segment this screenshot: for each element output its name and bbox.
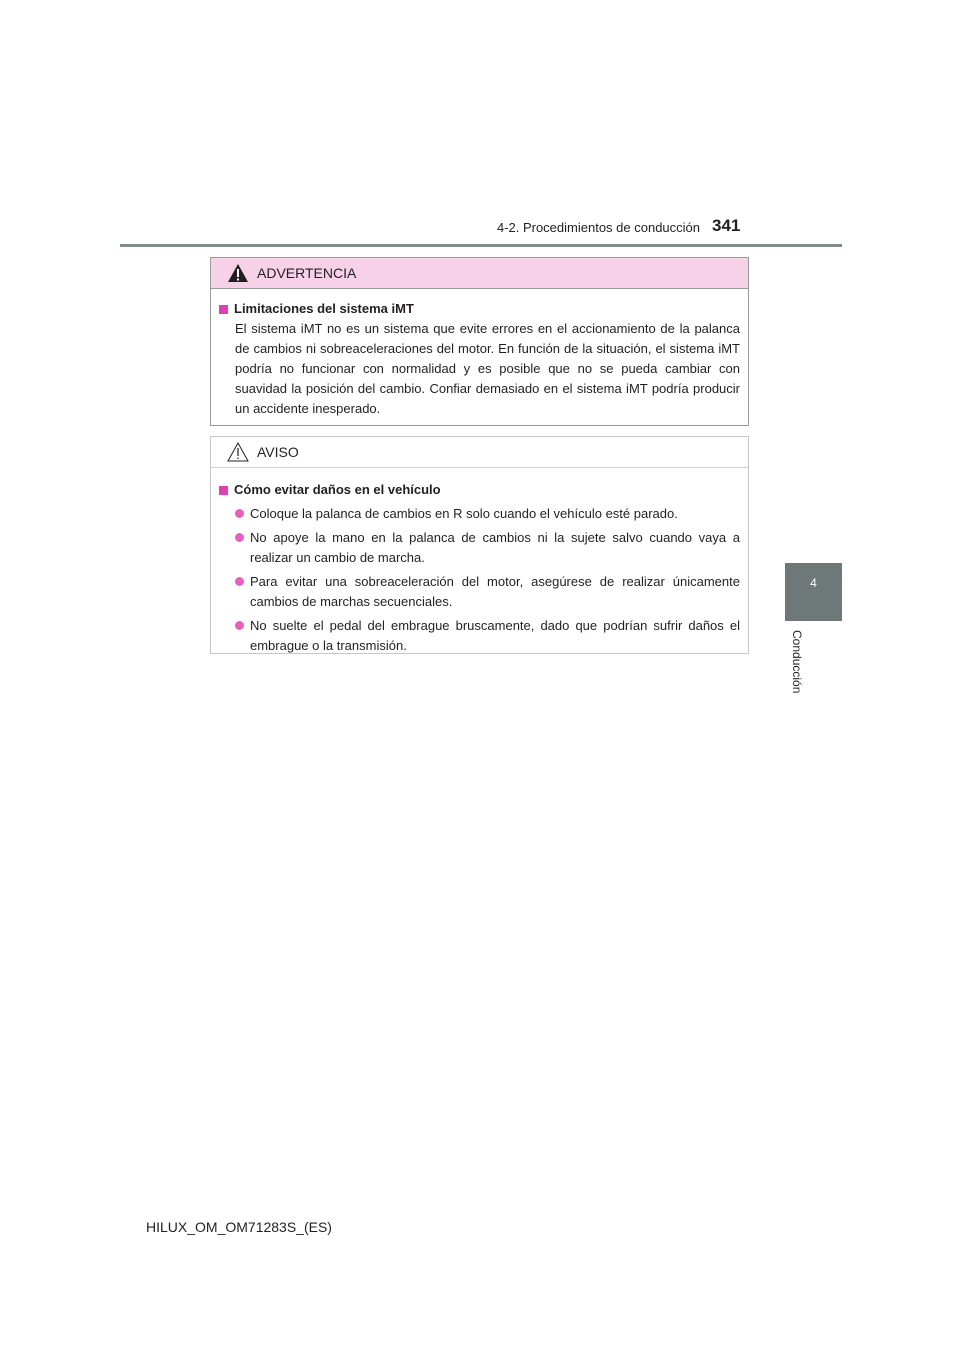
list-item-text: No suelte el pedal del embrague bruscamente, dado que podrían sufrir daños el embrague o la transmisión.	[250, 618, 740, 653]
list-item	[219, 616, 740, 656]
warning-title: ADVERTENCIA	[257, 265, 357, 281]
list-item	[219, 504, 740, 524]
notice-body	[211, 468, 748, 656]
circle-bullet-icon	[235, 533, 244, 542]
chapter-number: 4	[810, 576, 817, 590]
document-code: HILUX_OM_OM71283S_(ES)	[146, 1219, 332, 1235]
header-section-title: 4-2. Procedimientos de conducción	[496, 220, 700, 235]
chapter-tab	[785, 563, 842, 621]
warning-paragraph: El sistema iMT no es un sistema que evite errores en el accionamiento de la palanca de cambios ni sobreaceleraciones del motor. En función de la situación, el sistema iMT podría no funcionar con normalidad y es posible que no se pueda cambiar con suavidad la posición del cambio. Confiar demasiado en el sistema iMT podría producir un accidente inesperado.	[235, 321, 740, 416]
warning-triangle-icon	[227, 263, 249, 283]
square-bullet-icon	[219, 486, 228, 495]
notice-title: AVISO	[257, 444, 299, 460]
notice-box	[210, 436, 749, 654]
square-bullet-icon	[219, 305, 228, 314]
warning-box	[210, 257, 749, 426]
circle-bullet-icon	[235, 621, 244, 630]
warning-section-title-text: Limitaciones del sistema iMT	[234, 301, 414, 316]
list-item	[219, 572, 740, 612]
circle-bullet-icon	[235, 509, 244, 518]
notice-section-title-text: Cómo evitar daños en el vehículo	[234, 482, 441, 497]
list-item-text: Para evitar una sobreaceleración del motor, asegúrese de realizar únicamente cambios de marchas secuenciales.	[250, 574, 740, 609]
warning-section-title	[219, 299, 740, 319]
chapter-label: Conducción	[790, 630, 804, 694]
notice-section-title	[219, 480, 740, 500]
warning-header	[211, 258, 748, 289]
header-rule	[120, 244, 842, 247]
list-item	[219, 528, 740, 568]
list-item-text: No apoye la mano en la palanca de cambios ni la sujete salvo cuando vaya a realizar un cambio de marcha.	[250, 530, 740, 565]
notice-header	[211, 437, 748, 468]
circle-bullet-icon	[235, 577, 244, 586]
list-item-text: Coloque la palanca de cambios en R solo cuando el vehículo esté parado.	[250, 506, 678, 521]
notice-triangle-icon	[227, 442, 249, 462]
warning-body	[211, 289, 748, 419]
page-number: 341	[712, 216, 741, 235]
